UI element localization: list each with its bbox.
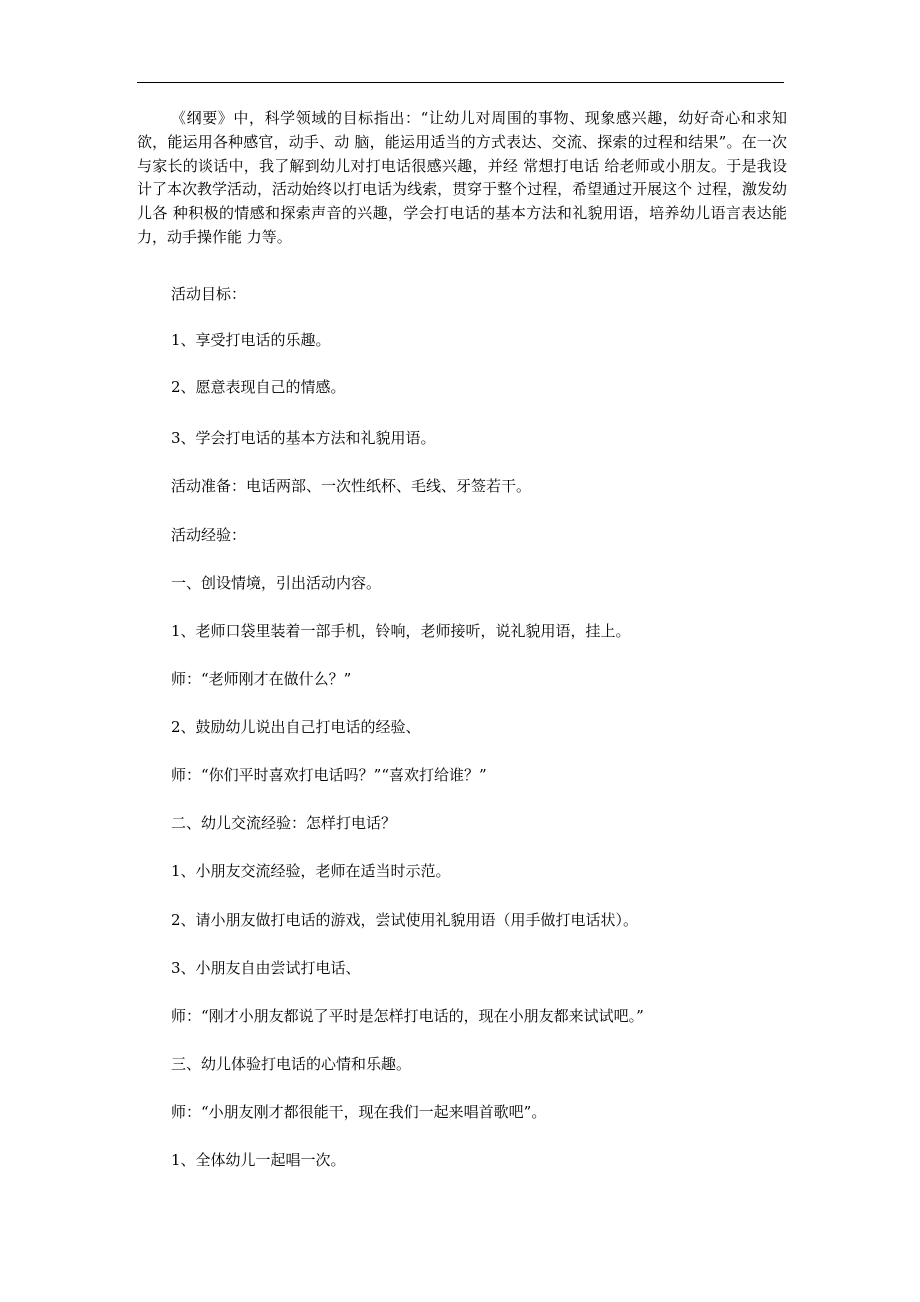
step-item: 1、小朋友交流经验，老师在适当时示范。	[171, 862, 451, 880]
goal-item: 3、学会打电话的基本方法和礼貌用语。	[171, 429, 436, 447]
step-heading: 一、创设情境，引出活动内容。	[171, 574, 382, 592]
step-item: 1、老师口袋里装着一部手机，铃响，老师接听，说礼貌用语，挂上。	[171, 622, 631, 640]
header-rule	[137, 82, 784, 83]
step-item: 2、鼓励幼儿说出自己打电话的经验、	[171, 718, 421, 736]
section-heading-goals: 活动目标：	[171, 285, 247, 303]
teacher-dialogue: 师：“小朋友刚才都很能干，现在我们一起来唱首歌吧”。	[171, 1103, 547, 1121]
goal-item: 2、愿意表现自己的情感。	[171, 378, 346, 396]
step-item: 2、请小朋友做打电话的游戏，尝试使用礼貌用语（用手做打电话状）。	[171, 911, 639, 929]
preparation-line: 活动准备：电话两部、一次性纸杯、毛线、牙签若干。	[171, 477, 532, 495]
step-item: 3、小朋友自由尝试打电话、	[171, 959, 361, 977]
teacher-dialogue: 师：“老师刚才在做什么？”	[171, 670, 352, 688]
intro-paragraph: 《纲要》中，科学领域的目标指出：“让幼儿对周围的事物、现象感兴趣，幼好奇心和求知欲，能运用各种感官，动手、动 脑，能运用适当的方式表达、交流、探索的过程和结果”。在一次与家长的谈话中，我了解到幼儿对打电话很感兴趣，并经 常想打电话 给老师或小朋友。于是我设计了本次教学活动，活动始终以打电话为线索，贯穿于整个过程，希望通过开展这个 过程，激发幼儿各 种积极的情感和探索声音的兴趣，学会打电话的基本方法和礼貌用语，培养幼儿语言表达能力，动手操作能 力等。	[137, 109, 787, 246]
step-item: 1、全体幼儿一起唱一次。	[171, 1151, 346, 1169]
step-heading: 三、幼儿体验打电话的心情和乐趣。	[171, 1055, 412, 1073]
section-heading-experience: 活动经验：	[171, 526, 247, 544]
goal-item: 1、享受打电话的乐趣。	[171, 331, 331, 349]
teacher-dialogue: 师：“你们平时喜欢打电话吗？”“喜欢打给谁？”	[171, 766, 487, 784]
step-heading: 二、幼儿交流经验：怎样打电话？	[171, 814, 397, 832]
teacher-dialogue: 师：“刚才小朋友都说了平时是怎样打电话的，现在小朋友都来试试吧。”	[171, 1007, 644, 1025]
